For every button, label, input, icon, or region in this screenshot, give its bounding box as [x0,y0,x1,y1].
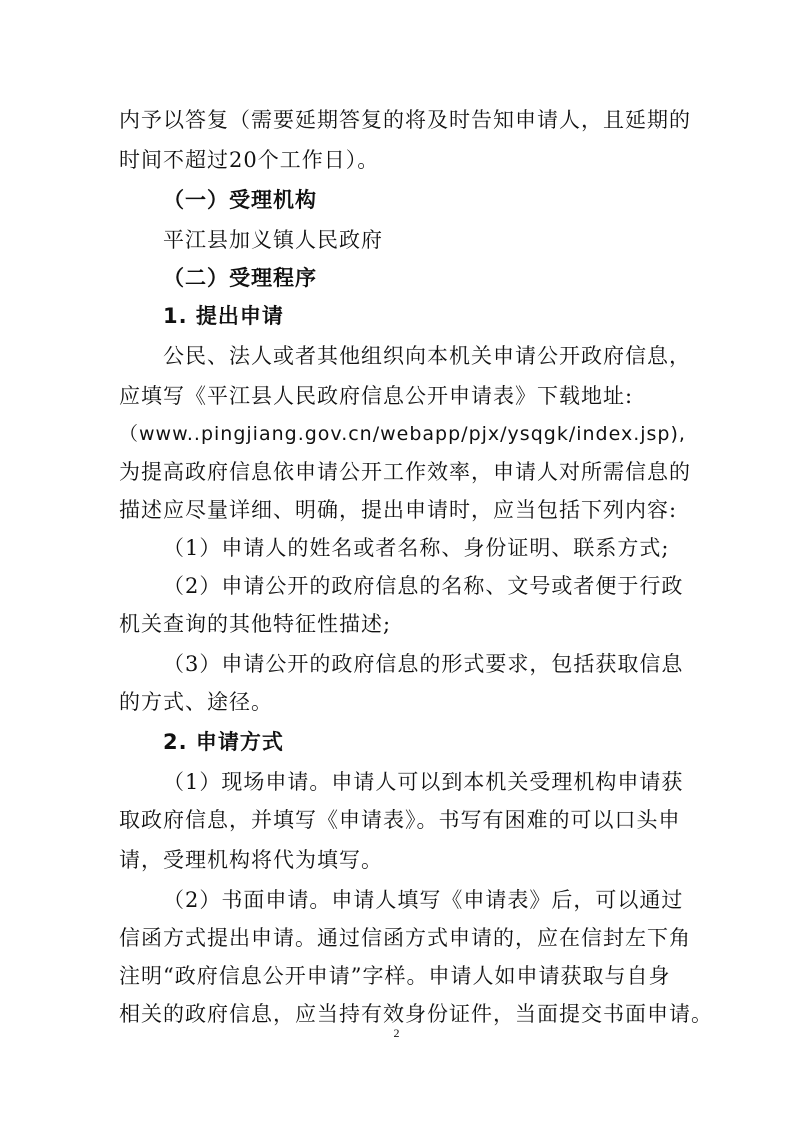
paragraph-line: 应填写《平江县人民政府信息公开申请表》下载地址: [119,384,634,408]
subsection-heading: 2. 申请方式 [163,730,284,754]
paragraph-line: 注明“政府信息公开申请”字样。申请人如申请获取与自身 [119,964,671,988]
paragraph-line: 时间不超过20个工作日）。 [119,148,380,172]
paragraph-line: 请，受理机构将代为填写。 [119,848,383,872]
list-item: （2）申请公开的政府信息的名称、文号或者便于行政 [163,574,684,598]
url-line: （www..pingjiang.gov.cn/webapp/pjx/ysqgk/index.jsp), [119,423,686,445]
list-item: （3）申请公开的政府信息的形式要求，包括获取信息 [163,652,684,676]
paragraph-line: 内予以答复（需要延期答复的将及时告知申请人，且延期的 [119,108,691,132]
paragraph-line: 平江县加义镇人民政府 [163,228,383,252]
section-heading: （二）受理程序 [163,266,317,290]
paragraph-line: 机关查询的其他特征性描述; [119,612,392,636]
subsection-heading: 1. 提出申请 [163,304,284,328]
paragraph-line: 相关的政府信息，应当持有效身份证件，当面提交书面申请。 [119,1002,713,1026]
section-heading: （一）受理机构 [163,188,317,212]
list-item: （2）书面申请。申请人填写《申请表》后，可以通过 [163,888,684,912]
list-item: （1）申请人的姓名或者名称、身份证明、联系方式; [163,536,670,560]
page-number: 2 [393,1026,400,1040]
paragraph-line: 信函方式提出申请。通过信函方式申请的，应在信封左下角 [119,926,691,950]
paragraph-line: 描述应尽量详细、明确，提出申请时，应当包括下列内容: [119,498,678,522]
paragraph-line: 取政府信息，并填写《申请表》。书写有困难的可以口头申 [119,808,681,832]
paragraph-line: 为提高政府信息依申请公开工作效率，申请人对所需信息的 [119,460,691,484]
paragraph-line: 公民、法人或者其他组织向本机关申请公开政府信息， [163,344,691,368]
paragraph-line: 的方式、途径。 [119,690,273,714]
list-item: （1）现场申请。申请人可以到本机关受理机构申请获 [163,770,684,794]
